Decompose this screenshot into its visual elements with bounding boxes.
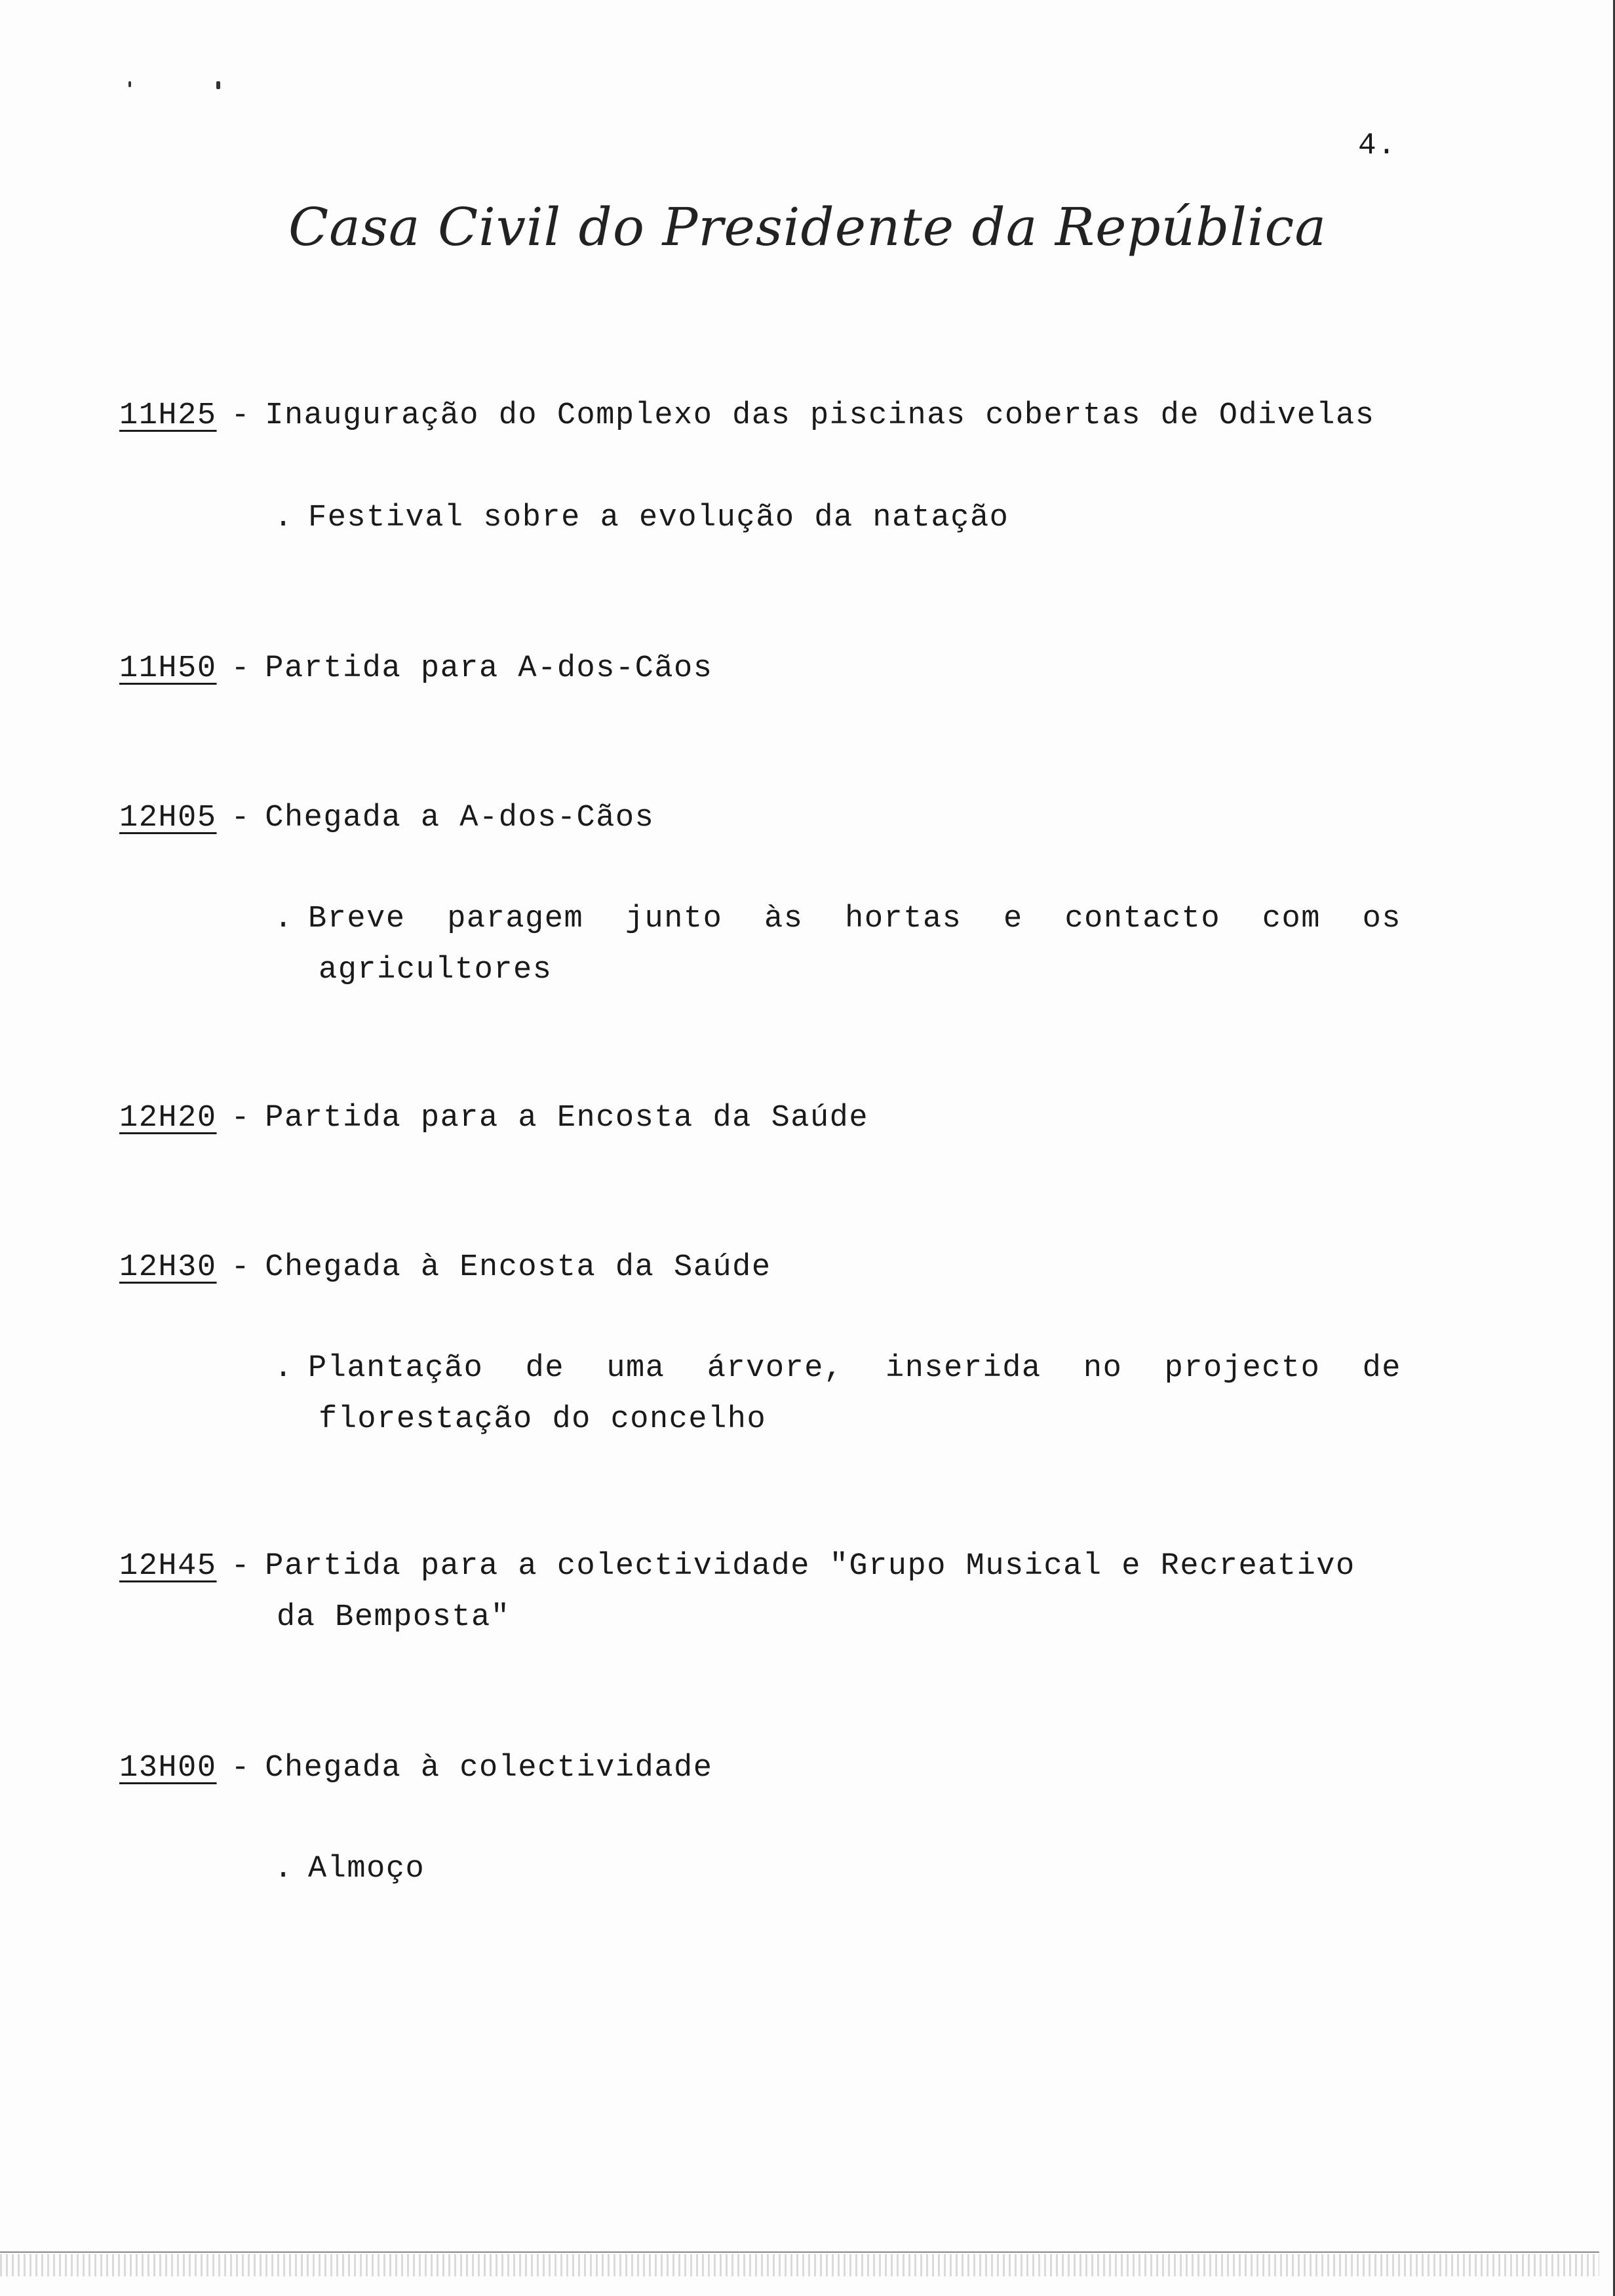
entry-time: 12H30 — [119, 1250, 217, 1285]
entry-text: Chegada a A-dos-Cãos — [265, 801, 655, 835]
schedule-entry — [119, 1242, 1443, 1293]
entry-separator: - — [231, 1751, 251, 1786]
entry-time: 12H05 — [119, 801, 217, 835]
entry-text: Partida para a Encosta da Saúde — [265, 1101, 869, 1136]
note-bullet: . — [274, 1351, 294, 1386]
note-bullet: . — [274, 1852, 294, 1886]
note-text-continuation: agricultores — [319, 953, 553, 987]
schedule-entry — [119, 643, 1443, 695]
entry-text: Inauguração do Complexo das piscinas cobertas de Odivelas — [265, 398, 1375, 433]
entry-separator: - — [231, 651, 251, 686]
schedule-entry — [119, 793, 1443, 844]
entry-note — [274, 1343, 1401, 1445]
entry-time: 12H20 — [119, 1101, 217, 1136]
note-text: Festival sobre a evolução da natação — [308, 501, 1009, 535]
note-text: Breve paragem junto às hortas e contacto com os — [308, 902, 1401, 936]
entry-separator: - — [231, 1250, 251, 1285]
letterhead: Casa Civil do Presidente da República — [288, 197, 1327, 258]
entry-separator: - — [231, 801, 251, 835]
note-text: Almoço — [308, 1852, 425, 1886]
scan-speck — [128, 81, 131, 87]
entry-text: Chegada à Encosta da Saúde — [265, 1250, 771, 1285]
schedule-entry — [119, 1541, 1443, 1643]
scan-footer-noise — [0, 2254, 1599, 2276]
note-bullet: . — [274, 902, 294, 936]
note-bullet: . — [274, 501, 294, 535]
entry-time: 11H25 — [119, 398, 217, 433]
entry-time: 12H45 — [119, 1549, 217, 1584]
entry-note — [274, 894, 1401, 996]
schedule-entry — [119, 1093, 1443, 1144]
entry-separator: - — [231, 1549, 251, 1584]
entry-separator: - — [231, 398, 251, 433]
entry-note — [274, 1844, 1401, 1895]
scan-speck — [216, 81, 220, 89]
entry-note — [274, 493, 1401, 544]
entry-separator: - — [231, 1101, 251, 1136]
note-text-continuation: florestação do concelho — [319, 1402, 767, 1437]
note-text: Plantação de uma árvore, inserida no projecto de — [308, 1351, 1401, 1386]
entry-text: Partida para a colectividade "Grupo Musical e Recreativo — [265, 1549, 1355, 1584]
entry-text-continuation: da Bemposta" — [277, 1600, 511, 1635]
scan-footer-line — [0, 2251, 1599, 2253]
schedule-entry — [119, 391, 1443, 442]
entry-time: 13H00 — [119, 1751, 217, 1786]
entry-text: Chegada à colectividade — [265, 1751, 713, 1786]
entry-text: Partida para A-dos-Cãos — [265, 651, 713, 686]
schedule-entry — [119, 1743, 1443, 1794]
entry-time: 11H50 — [119, 651, 217, 686]
page-number: 4. — [1358, 128, 1397, 163]
